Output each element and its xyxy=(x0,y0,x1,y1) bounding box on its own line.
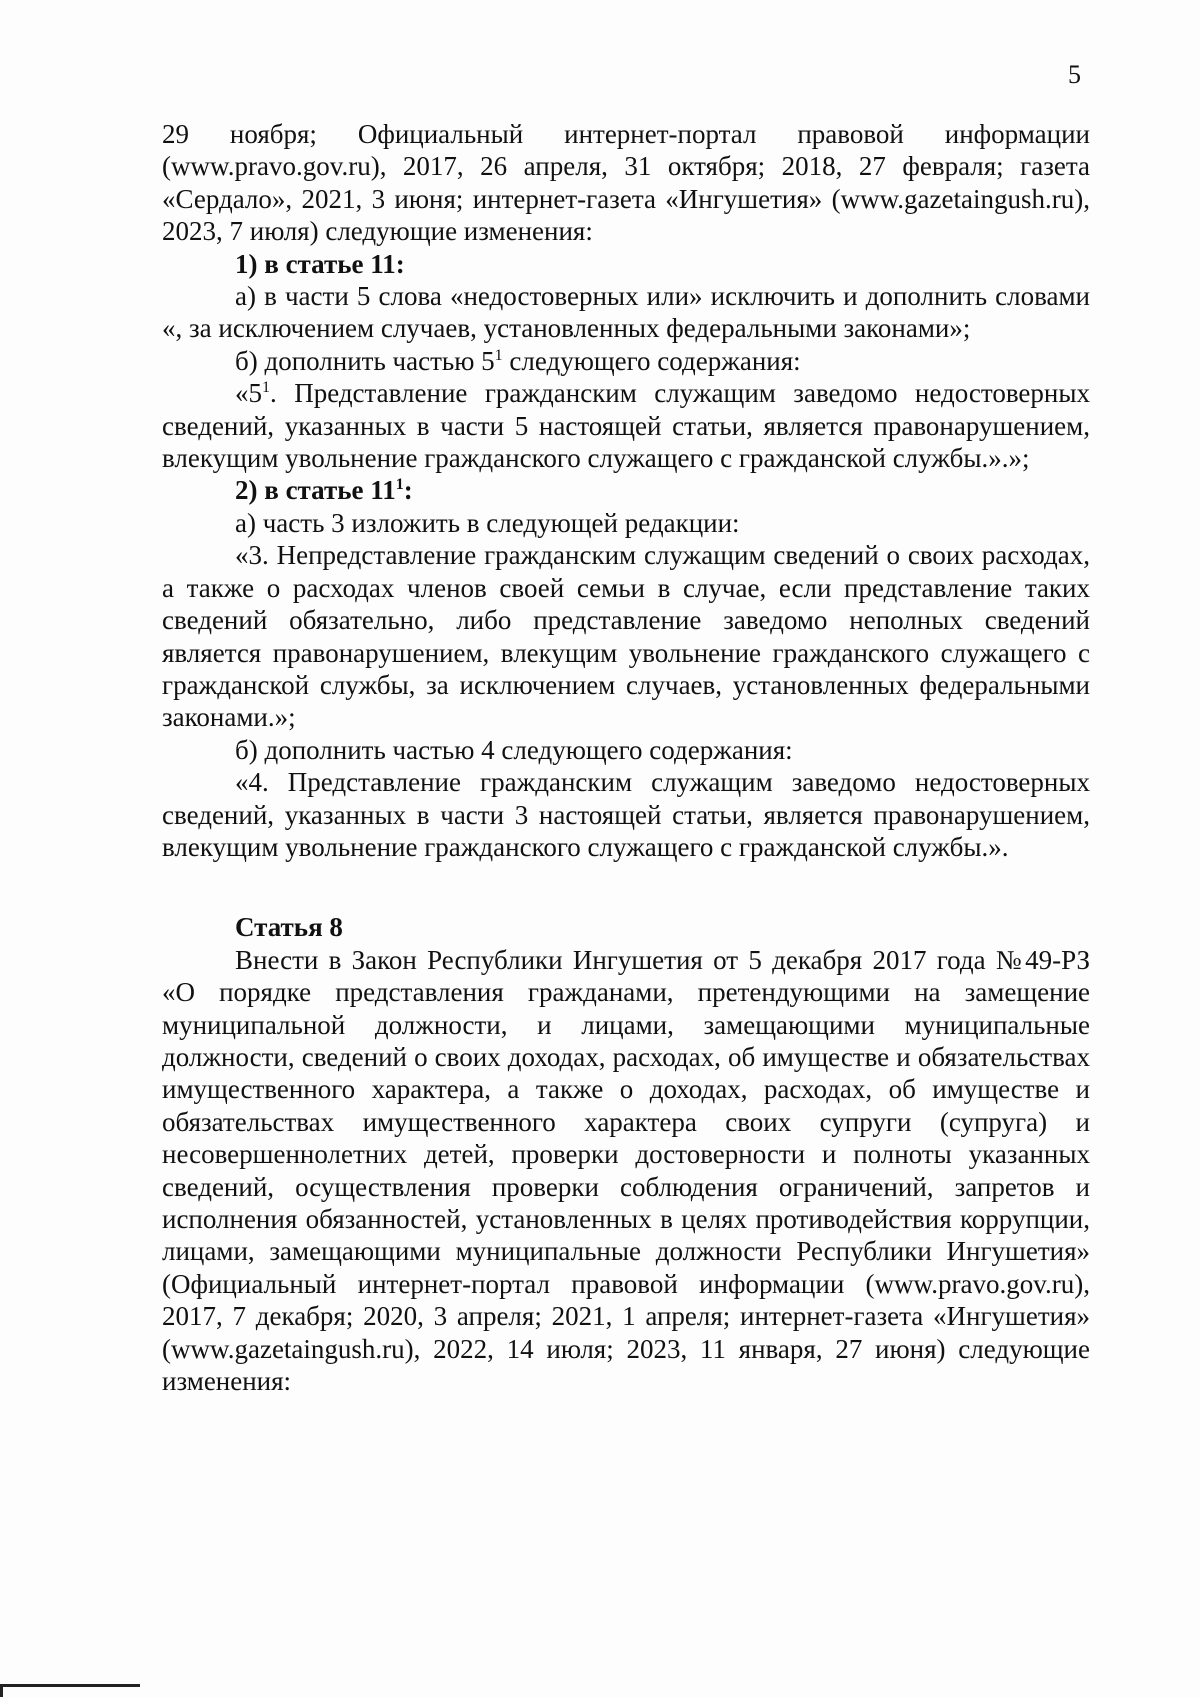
quote-part-3: «3. Непредставление гражданским служащим сведений о своих расходах, а также о расходах членов своей семьи в случае, если представление таких сведений обязательно, либо представление заведомо неполных сведений является правонарушением, влекущим увольнение гражданского служащего с гражданской службы, за исключением случаев, установленных федеральными законами.»; xyxy=(162,540,1090,733)
document-body xyxy=(162,118,1090,1397)
superscript: 1 xyxy=(262,379,270,397)
amendment-a-part-3: а) часть 3 изложить в следующей редакции: xyxy=(235,507,740,538)
section-heading-colon: : xyxy=(403,475,413,506)
superscript: 1 xyxy=(395,476,404,494)
amendment-b-text-tail: следующего содержания: xyxy=(502,345,801,376)
section-gap xyxy=(162,863,1090,911)
quote-part-4: «4. Представление гражданским служащим заведомо недостоверных сведений, указанных в части 3 настоящей статьи, является правонарушением, влекущим увольнение гражданского служащего с гражданской службы.». xyxy=(162,767,1090,862)
article-8-body: Внести в Закон Республики Ингушетия от 5 декабря 2017 года №49-РЗ «О порядке представления гражданами, претендующими на замещение муниципальной должности, и лицами, замещающими муниципальные должности, сведений о своих доходах, расходах, об имуществе и обязательствах имущественного характера, а также о доходах, расходах, об имуществе и обязательствах имущественного характера своих супруги (супруга) и несовершеннолетних детей, проверки достоверности и полноты указанных сведений, осуществления проверки соблюдения ограничений, запретов и исполнения обязанностей, установленных в целях противодействия коррупции, лицами, замещающими муниципальные должности Республики Ингушетия» (Официальный интернет-портал правовой информации (www.pravo.gov.ru), 2017, 7 декабря; 2020, 3 апреля; 2021, 1 апреля; интернет-газета «Ингушетия» (www.gazetaingush.ru), 2022, 14 июля; 2023, 11 января, 27 июня) следующие изменения: xyxy=(162,944,1090,1397)
page-number: 5 xyxy=(1068,60,1081,89)
section-heading-article-11-1 xyxy=(162,474,1090,506)
amendment-a-part-5: а) в части 5 слова «недостоверных или» исключить и дополнить словами «, за исключением случаев, установленных федеральными законами»; xyxy=(162,281,1090,344)
section-heading-article-11: 1) в статье 11: xyxy=(235,248,405,279)
scan-edge-line xyxy=(0,1684,140,1687)
amendment-b-add-part xyxy=(162,345,1090,377)
amendment-b-part-4: б) дополнить частью 4 следующего содержания: xyxy=(235,734,793,765)
section-heading-text: 2) в статье 11 xyxy=(235,475,396,506)
article-8-heading: Статья 8 xyxy=(235,912,343,943)
quote-part-5-1-number: «5 xyxy=(235,378,262,409)
superscript: 1 xyxy=(494,346,503,364)
quote-part-5-1-text: . Представление гражданским служащим заведомо недостоверных сведений, указанных в части 5 настоящей статьи, является правонарушением, влекущим увольнение гражданского служащего с гражданской службы.».»; xyxy=(162,378,1090,474)
intro-paragraph: 29 ноября; Официальный интернет-портал правовой информации (www.pravo.gov.ru), 2017, 26 апреля, 31 октября; 2018, 27 февраля; газета «Сердало», 2021, 3 июня; интернет-газета «Ингушетия» (www.gazetaingush.ru), 2023, 7 июля) следующие изменения: xyxy=(162,119,1090,247)
scan-edge-corner xyxy=(0,1684,3,1697)
amendment-b-text: б) дополнить частью 5 xyxy=(235,345,495,376)
quote-part-5-1 xyxy=(162,377,1090,474)
